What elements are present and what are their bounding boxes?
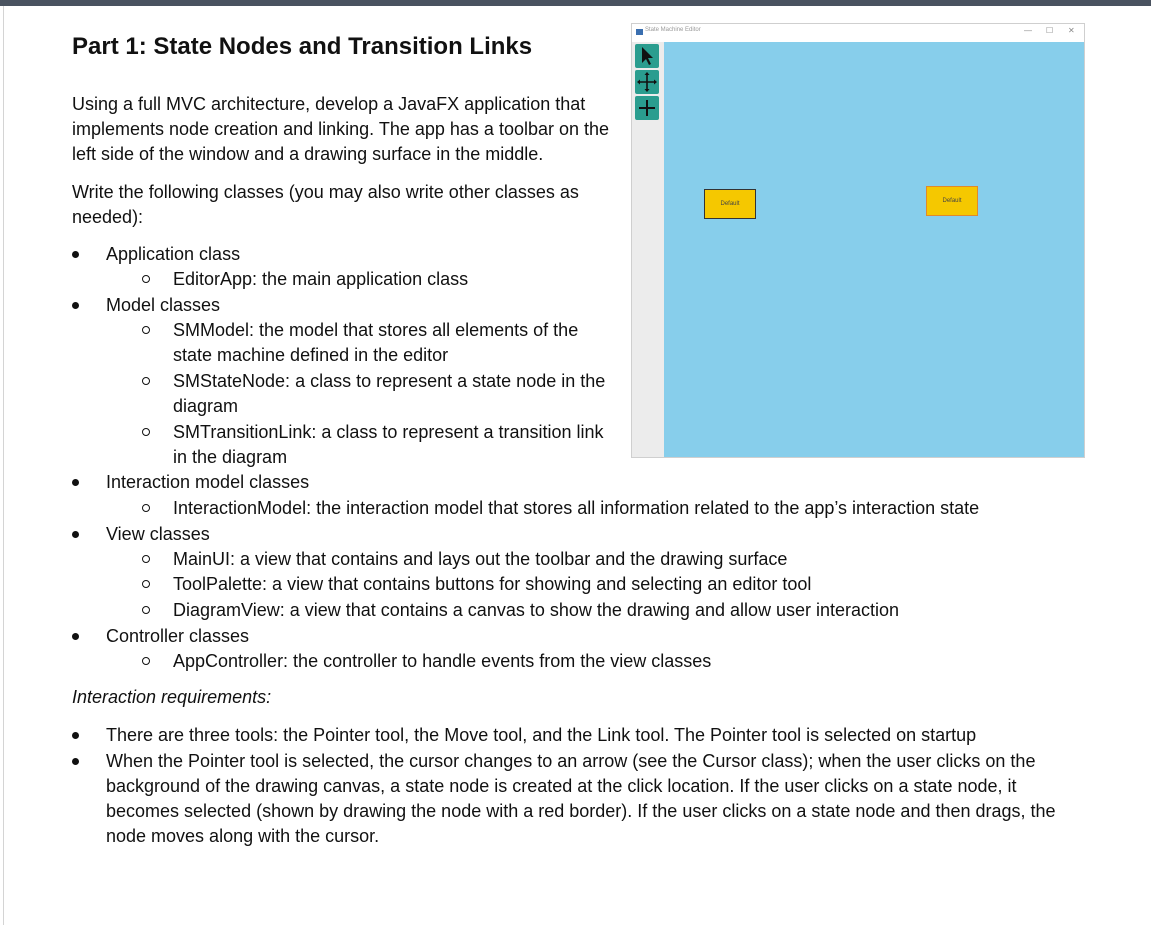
maximize-icon: ☐ [1046, 26, 1054, 35]
link-icon [635, 96, 659, 120]
sub-bullet-circle [142, 428, 150, 436]
sub-bullet-circle [142, 275, 150, 283]
move-icon [635, 70, 659, 94]
sub-bullet-circle [142, 580, 150, 588]
section-controller-title: Controller classes [106, 626, 250, 646]
drawing-canvas [664, 42, 1084, 457]
state-node: Default [704, 189, 756, 219]
intro-paragraph: Using a full MVC architecture, develop a JavaFX application that implements node creation and linking. The app has a toolbar on the left side of the window and a drawing surface in the middle. [72, 94, 610, 164]
list-item: SMModel: the model that stores all elements of the state machine defined in the editor [173, 320, 579, 365]
app-icon [636, 29, 643, 35]
list-item: DiagramView: a view that contains a canvas to show the drawing and allow user interaction [173, 600, 900, 620]
bullet-dot [72, 758, 79, 765]
minimize-icon: — [1024, 26, 1032, 35]
requirements-heading: Interaction requirements: [72, 687, 272, 707]
app-title: State Machine Editor [645, 27, 701, 33]
sub-bullet-circle [142, 504, 150, 512]
list-item: InteractionModel: the interaction model that stores all information related to the app’s interaction state [173, 498, 980, 518]
requirement-item: When the Pointer tool is selected, the cursor changes to an arrow (see the Cursor class); when the user clicks on the background of the drawing canvas, a state node is created at the click location. If the user clicks on a state node, it becomes selected (shown by drawing the node with a red border). If the user clicks on a state node and then drags, the node moves along with the cursor. [106, 751, 1056, 846]
sub-bullet-circle [142, 377, 150, 385]
sub-bullet-circle [142, 606, 150, 614]
bullet-dot [72, 633, 79, 640]
page-heading: Part 1: State Nodes and Transition Links [72, 33, 533, 60]
bullet-dot [72, 732, 79, 739]
list-item: SMTransitionLink: a class to represent a transition link in the diagram [173, 422, 604, 467]
move-tool-button [635, 70, 659, 94]
list-item: ToolPalette: a view that contains buttons for showing and selecting an editor tool [173, 574, 812, 594]
section-view-title: View classes [106, 524, 210, 544]
app-title-bar [632, 24, 1084, 42]
section-model-title: Model classes [106, 295, 221, 315]
sub-bullet-circle [142, 555, 150, 563]
list-item: AppController: the controller to handle events from the view classes [173, 651, 712, 671]
pointer-tool-button [635, 44, 659, 68]
requirement-item: There are three tools: the Pointer tool, the Move tool, and the Link tool. The Pointer tool is selected on startup [106, 725, 977, 745]
section-interaction-title: Interaction model classes [106, 472, 310, 492]
bullet-dot [72, 479, 79, 486]
top-bar [0, 0, 1151, 6]
list-item: EditorApp: the main application class [173, 269, 469, 289]
section-application-title: Application class [106, 244, 241, 264]
state-node-selected: Default [926, 186, 978, 216]
app-window-screenshot [631, 23, 1085, 458]
bullet-dot [72, 251, 79, 258]
sub-bullet-circle [142, 326, 150, 334]
close-icon: ✕ [1068, 26, 1075, 35]
bullet-dot [72, 302, 79, 309]
tool-palette [632, 42, 664, 457]
link-tool-button [635, 96, 659, 120]
list-item: MainUI: a view that contains and lays out the toolbar and the drawing surface [173, 549, 788, 569]
bullet-dot [72, 531, 79, 538]
page-left-edge [3, 6, 4, 925]
list-item: SMStateNode: a class to represent a state node in the diagram [173, 371, 606, 416]
sub-bullet-circle [142, 657, 150, 665]
classes-intro-paragraph: Write the following classes (you may also write other classes as needed): [72, 182, 579, 227]
pointer-icon [635, 44, 659, 68]
